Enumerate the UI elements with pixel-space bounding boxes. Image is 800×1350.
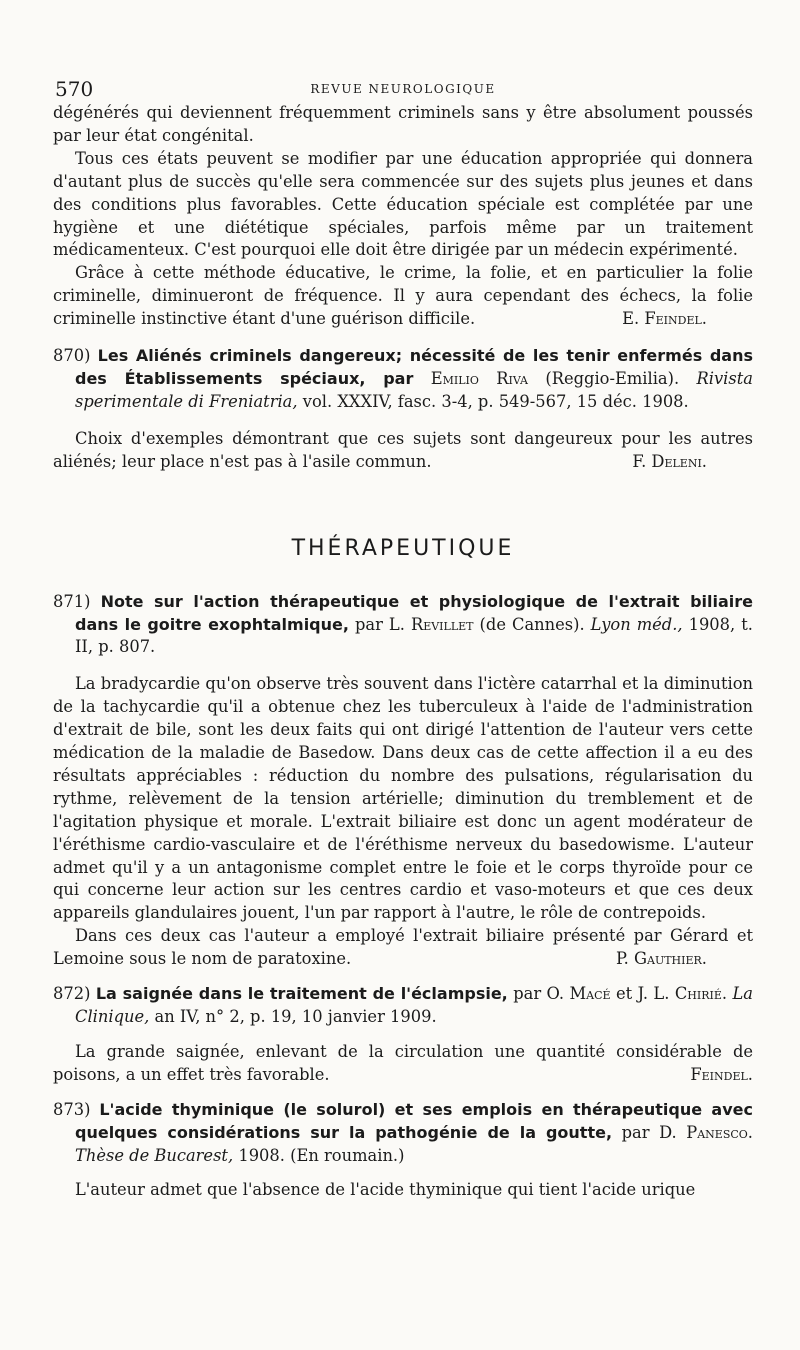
author-name: Chirié. <box>674 984 728 1004</box>
page-number: 570 <box>55 77 94 101</box>
running-title: REVUE NEUROLOGIQUE <box>310 82 496 96</box>
author-signature: Feindel. <box>690 1064 753 1084</box>
journal-name: La Clinique, <box>75 984 754 1026</box>
author-name: Emilio Riva <box>430 368 528 388</box>
citation: 1908, t. II, p. 807. <box>75 614 753 657</box>
author-signature: F. Deleni. <box>632 451 707 471</box>
author-name: Panesco. <box>686 1122 753 1142</box>
paragraph: Tous ces états peuvent se modifier par une éducation appropriée qui donnera d'autant plus de succès qu'elle sera commencée sur des sujets plus jeunes et dans des conditions plus favorables. Cette éducation spéciale est complétée par une hygiène et une diététique spéciales, parfois même par un traitement médicamenteux. C'est pourquoi elle doit être dirigée par un médecin expérimenté. <box>53 148 753 260</box>
abstract-body <box>53 1041 753 1087</box>
paragraph-text: Choix d'exemples démontrant que ces sujets sont dangeureux pour les autres aliénés; leur place n'est pas à l'asile commun. <box>53 428 753 471</box>
paragraph: dégénérés qui deviennent fréquemment criminels sans y être absolument poussés par leur état congénital. <box>53 103 753 145</box>
abstract-heading-873 <box>53 1099 753 1168</box>
et-text: et J. L. <box>615 984 670 1004</box>
abstract-number: 873) <box>53 1099 91 1119</box>
paragraph-text: Grâce à cette méthode éducative, le crime, la folie, et en particulier la folie criminelle, diminueront de fréquence. Il y aura cependant des échecs, la folie criminelle instinctive étant d'une guérison difficile. <box>53 263 753 329</box>
journal-name: Thèse de Bucarest, <box>75 1145 234 1165</box>
abstract-heading-872 <box>53 983 753 1029</box>
paragraph <box>53 262 753 331</box>
abstract-number: 871) <box>53 591 91 611</box>
abstract-body <box>53 428 753 474</box>
page <box>53 74 753 1202</box>
journal-name: Rivista sperimentale di Freniatria, <box>75 368 753 411</box>
abstract-heading-871 <box>53 591 753 660</box>
par-text: par O. <box>513 984 565 1004</box>
par-text: par D. <box>621 1122 677 1142</box>
journal-name: Lyon méd., <box>590 614 683 634</box>
citation: vol. XXXIV, fasc. 3-4, p. 549-567, 15 déc. 1908. <box>302 391 689 411</box>
author-signature: P. Gauthier. <box>616 949 707 969</box>
author-place: (de Cannes). <box>479 614 585 634</box>
abstract-title: La saignée dans le traitement de l'éclampsie, <box>95 984 508 1004</box>
citation: an IV, n° 2, p. 19, 10 janvier 1909. <box>154 1007 437 1026</box>
abstract-title: Les Aliénés criminels dangereux; nécessité de les tenir enfermés dans des Établissements spéciaux, par <box>75 346 753 388</box>
author-name: Macé <box>569 984 611 1004</box>
author-signature: E. Feindel. <box>622 309 707 329</box>
section-title: THÉRAPEUTIQUE <box>291 535 515 561</box>
abstract-body <box>53 925 753 971</box>
par-text: par L. <box>354 614 405 634</box>
author-name: Revillet <box>410 614 474 634</box>
abstract-number: 872) <box>53 984 91 1004</box>
abstract-number: 870) <box>53 346 91 366</box>
abstract-heading-870 <box>53 345 753 414</box>
paragraph-text: Dans ces deux cas l'auteur a employé l'extrait biliaire présenté par Gérard et Lemoine sous le nom de paratoxine. <box>53 926 753 969</box>
abstract-title: L'acide thyminique (le solurol) et ses emplois en thérapeutique avec quelques considérations sur la pathogénie de la goutte, <box>75 1099 753 1142</box>
paragraph-text: La grande saignée, enlevant de la circulation une quantité considérable de poisons, a un effet très favorable. <box>53 1041 753 1084</box>
abstract-title: Note sur l'action thérapeutique et physiologique de l'extrait biliaire dans le goitre exophtalmique, <box>75 591 754 634</box>
abstract-body: La bradycardie qu'on observe très souvent dans l'ictère catarrhal et la diminution de la tachycardie qu'il a obtenue chez les tuberculeux à l'aide de l'administration d'extrait de bile, sont les deux faits qui ont dirigé l'attention de l'auteur vers cette médication de la maladie de Basedow. Dans deux cas de cette affection il a eu des résultats appréciables : réduction du nombre des pulsations, régularisation du rythme, relèvement de la tension artérielle; diminution du tremblement et de l'agitation physique et morale. L'extrait biliaire est donc un agent modérateur de l'éréthisme cardio-vasculaire et de l'éréthisme nerveux du basedowisme. L'auteur admet qu'il y a un antagonisme complet entre le foie et le corps thyroïde pour ce qui concerne leur action sur les centres cardio et vaso-moteurs et que ces deux appareils glandulaires jouent, l'un par rapport à l'autre, le rôle de contrepoids. <box>53 674 753 923</box>
page-header <box>53 74 753 102</box>
citation: 1908. (En roumain.) <box>238 1145 405 1165</box>
author-place: (Reggio-Emilia). <box>545 368 680 388</box>
abstract-body: L'auteur admet que l'absence de l'acide thyminique qui tient l'acide urique <box>75 1180 696 1200</box>
